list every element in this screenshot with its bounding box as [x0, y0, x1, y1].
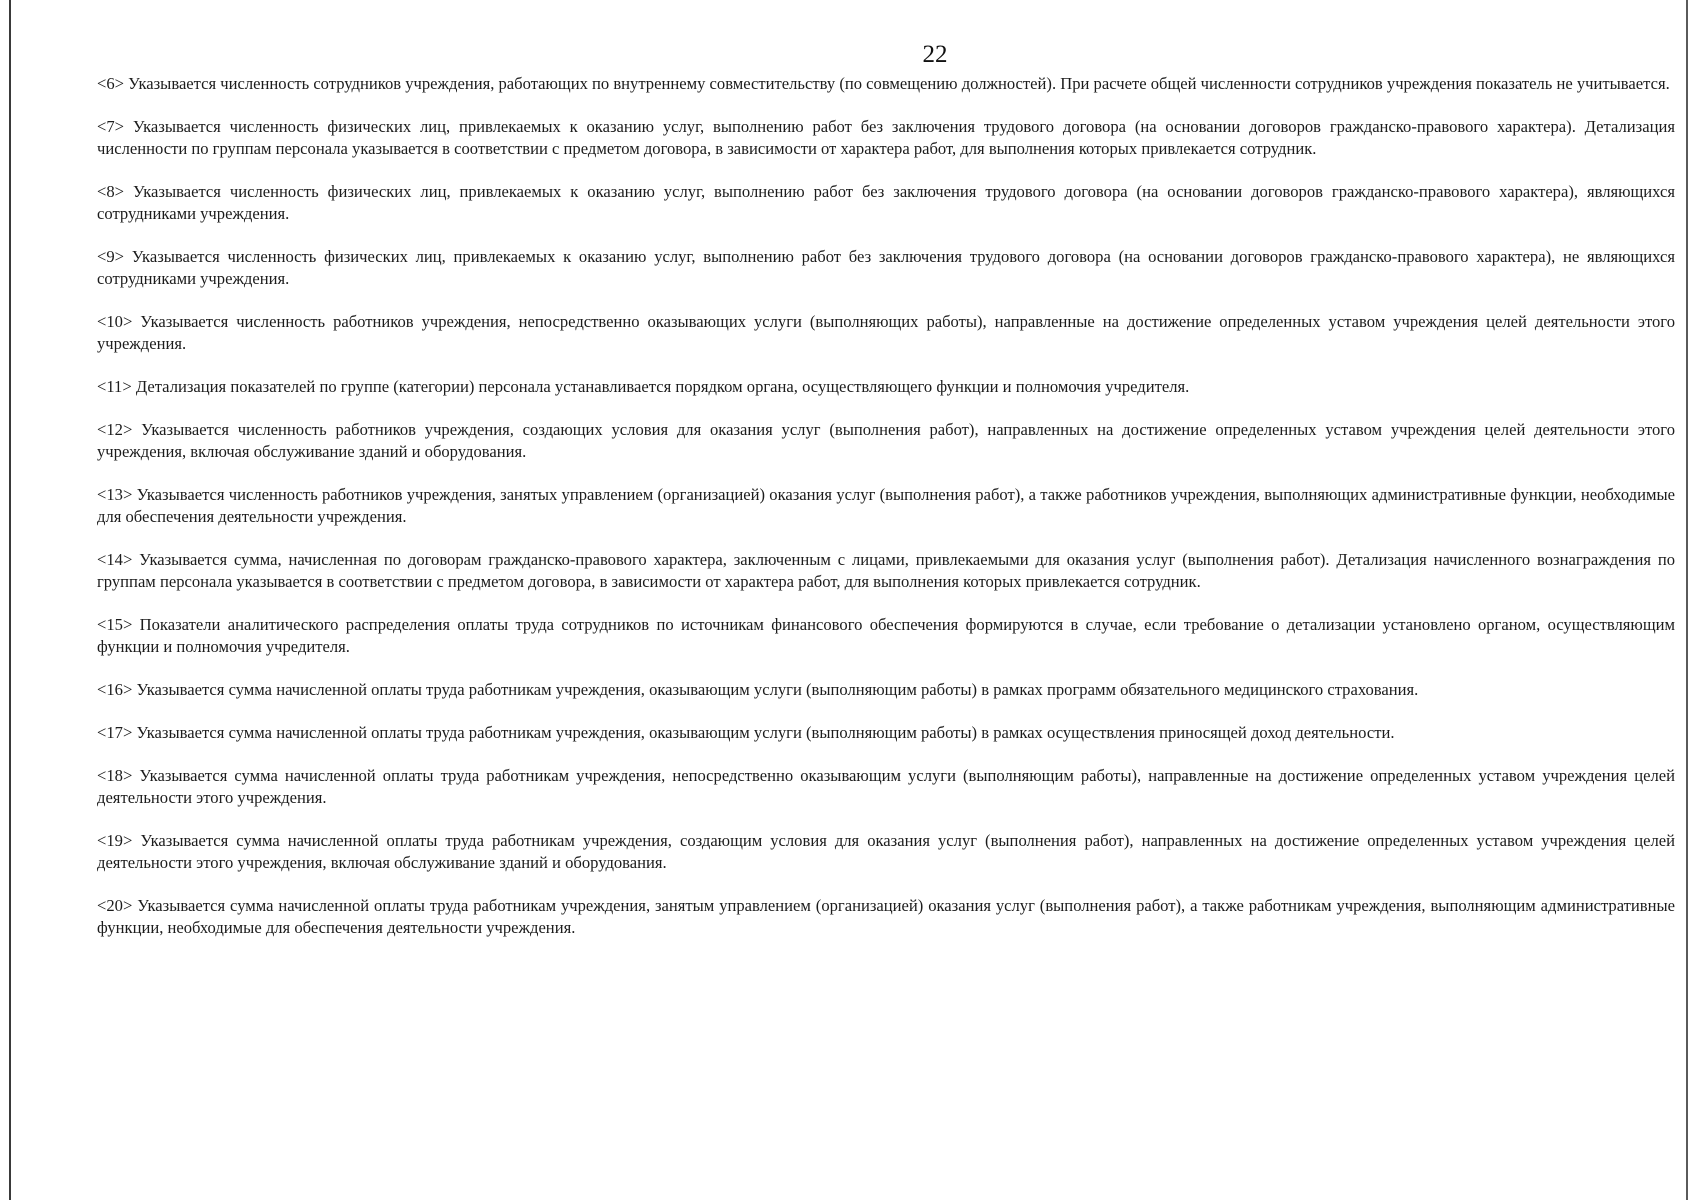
- footnote-8: <8> Указывается численность физических лиц, привлекаемых к оказанию услуг, выполнению работ без заключения трудового договора (на основании договоров гражданско-правового характера), являющихся сотрудниками учреждения.: [97, 182, 1675, 223]
- footnote-9: <9> Указывается численность физических лиц, привлекаемых к оказанию услуг, выполнению работ без заключения трудового договора (на основании договоров гражданско-правового характера), не являющихся сотрудниками учреждения.: [97, 247, 1675, 288]
- footnotes: [97, 73, 1675, 960]
- footnote-14: <14> Указывается сумма, начисленная по договорам гражданско-правового характера, заключенным с лицами, привлекаемыми для оказания услуг (выполнения работ). Детализация начисленного вознаграждения по группам персонала указывается в соответствии с предметом договора, в зависимости от характера работ, для выполнения которых привлекается сотрудник.: [97, 550, 1675, 591]
- footnote-15: <15> Показатели аналитического распределения оплаты труда сотрудников по источникам финансового обеспечения формируются в случае, если требование о детализации установлено органом, осуществляющим функции и полномочия учредителя.: [97, 615, 1675, 656]
- footnote-10: <10> Указывается численность работников учреждения, непосредственно оказывающих услуги (выполняющих работы), направленные на достижение определенных уставом учреждения целей деятельности этого учреждения.: [97, 312, 1675, 353]
- footnote-17: <17> Указывается сумма начисленной оплаты труда работникам учреждения, оказывающим услуги (выполняющим работы) в рамках осуществления приносящей доход деятельности.: [97, 723, 1395, 742]
- scan-edge-left: [9, 0, 11, 1200]
- footnote-7: <7> Указывается численность физических лиц, привлекаемых к оказанию услуг, выполнению работ без заключения трудового договора (на основании договоров гражданско-правового характера). Детализация численности по группам персонала указывается в соответствии с предметом договора, в зависимости от характера работ, для выполнения которых привлекается сотрудник.: [97, 117, 1675, 158]
- footnote-18: <18> Указывается сумма начисленной оплаты труда работникам учреждения, непосредственно оказывающим услуги (выполняющим работы), направленные на достижение определенных уставом учреждения целей деятельности этого учреждения.: [97, 766, 1675, 807]
- footnote-12: <12> Указывается численность работников учреждения, создающих условия для оказания услуг (выполнения работ), направленных на достижение определенных уставом учреждения целей деятельности этого учреждения, включая обслуживание зданий и оборудования.: [97, 420, 1675, 461]
- footnote-16: <16> Указывается сумма начисленной оплаты труда работникам учреждения, оказывающим услуги (выполняющим работы) в рамках программ обязательного медицинского страхования.: [97, 680, 1419, 699]
- footnote-11: <11> Детализация показателей по группе (категории) персонала устанавливается порядком органа, осуществляющего функции и полномочия учредителя.: [97, 377, 1190, 396]
- page-number: 22: [922, 41, 948, 68]
- footnote-6: <6> Указывается численность сотрудников учреждения, работающих по внутреннему совместительству (по совмещению должностей). При расчете общей численности сотрудников учреждения показатель не учитывается.: [97, 74, 1670, 93]
- scan-edge-right: [1686, 0, 1688, 1200]
- footnote-13: <13> Указывается численность работников учреждения, занятых управлением (организацией) оказания услуг (выполнения работ), а также работников учреждения, выполняющих административные функции, необходимые для обеспечения деятельности учреждения.: [97, 485, 1675, 526]
- footnote-20: <20> Указывается сумма начисленной оплаты труда работникам учреждения, занятым управлением (организацией) оказания услуг (выполнения работ), а также работникам учреждения, выполняющим административные функции, необходимые для обеспечения деятельности учреждения.: [97, 896, 1675, 937]
- footnote-19: <19> Указывается сумма начисленной оплаты труда работникам учреждения, создающим условия для оказания услуг (выполнения работ), направленных на достижение определенных уставом учреждения целей деятельности этого учреждения, включая обслуживание зданий и оборудования.: [97, 831, 1675, 872]
